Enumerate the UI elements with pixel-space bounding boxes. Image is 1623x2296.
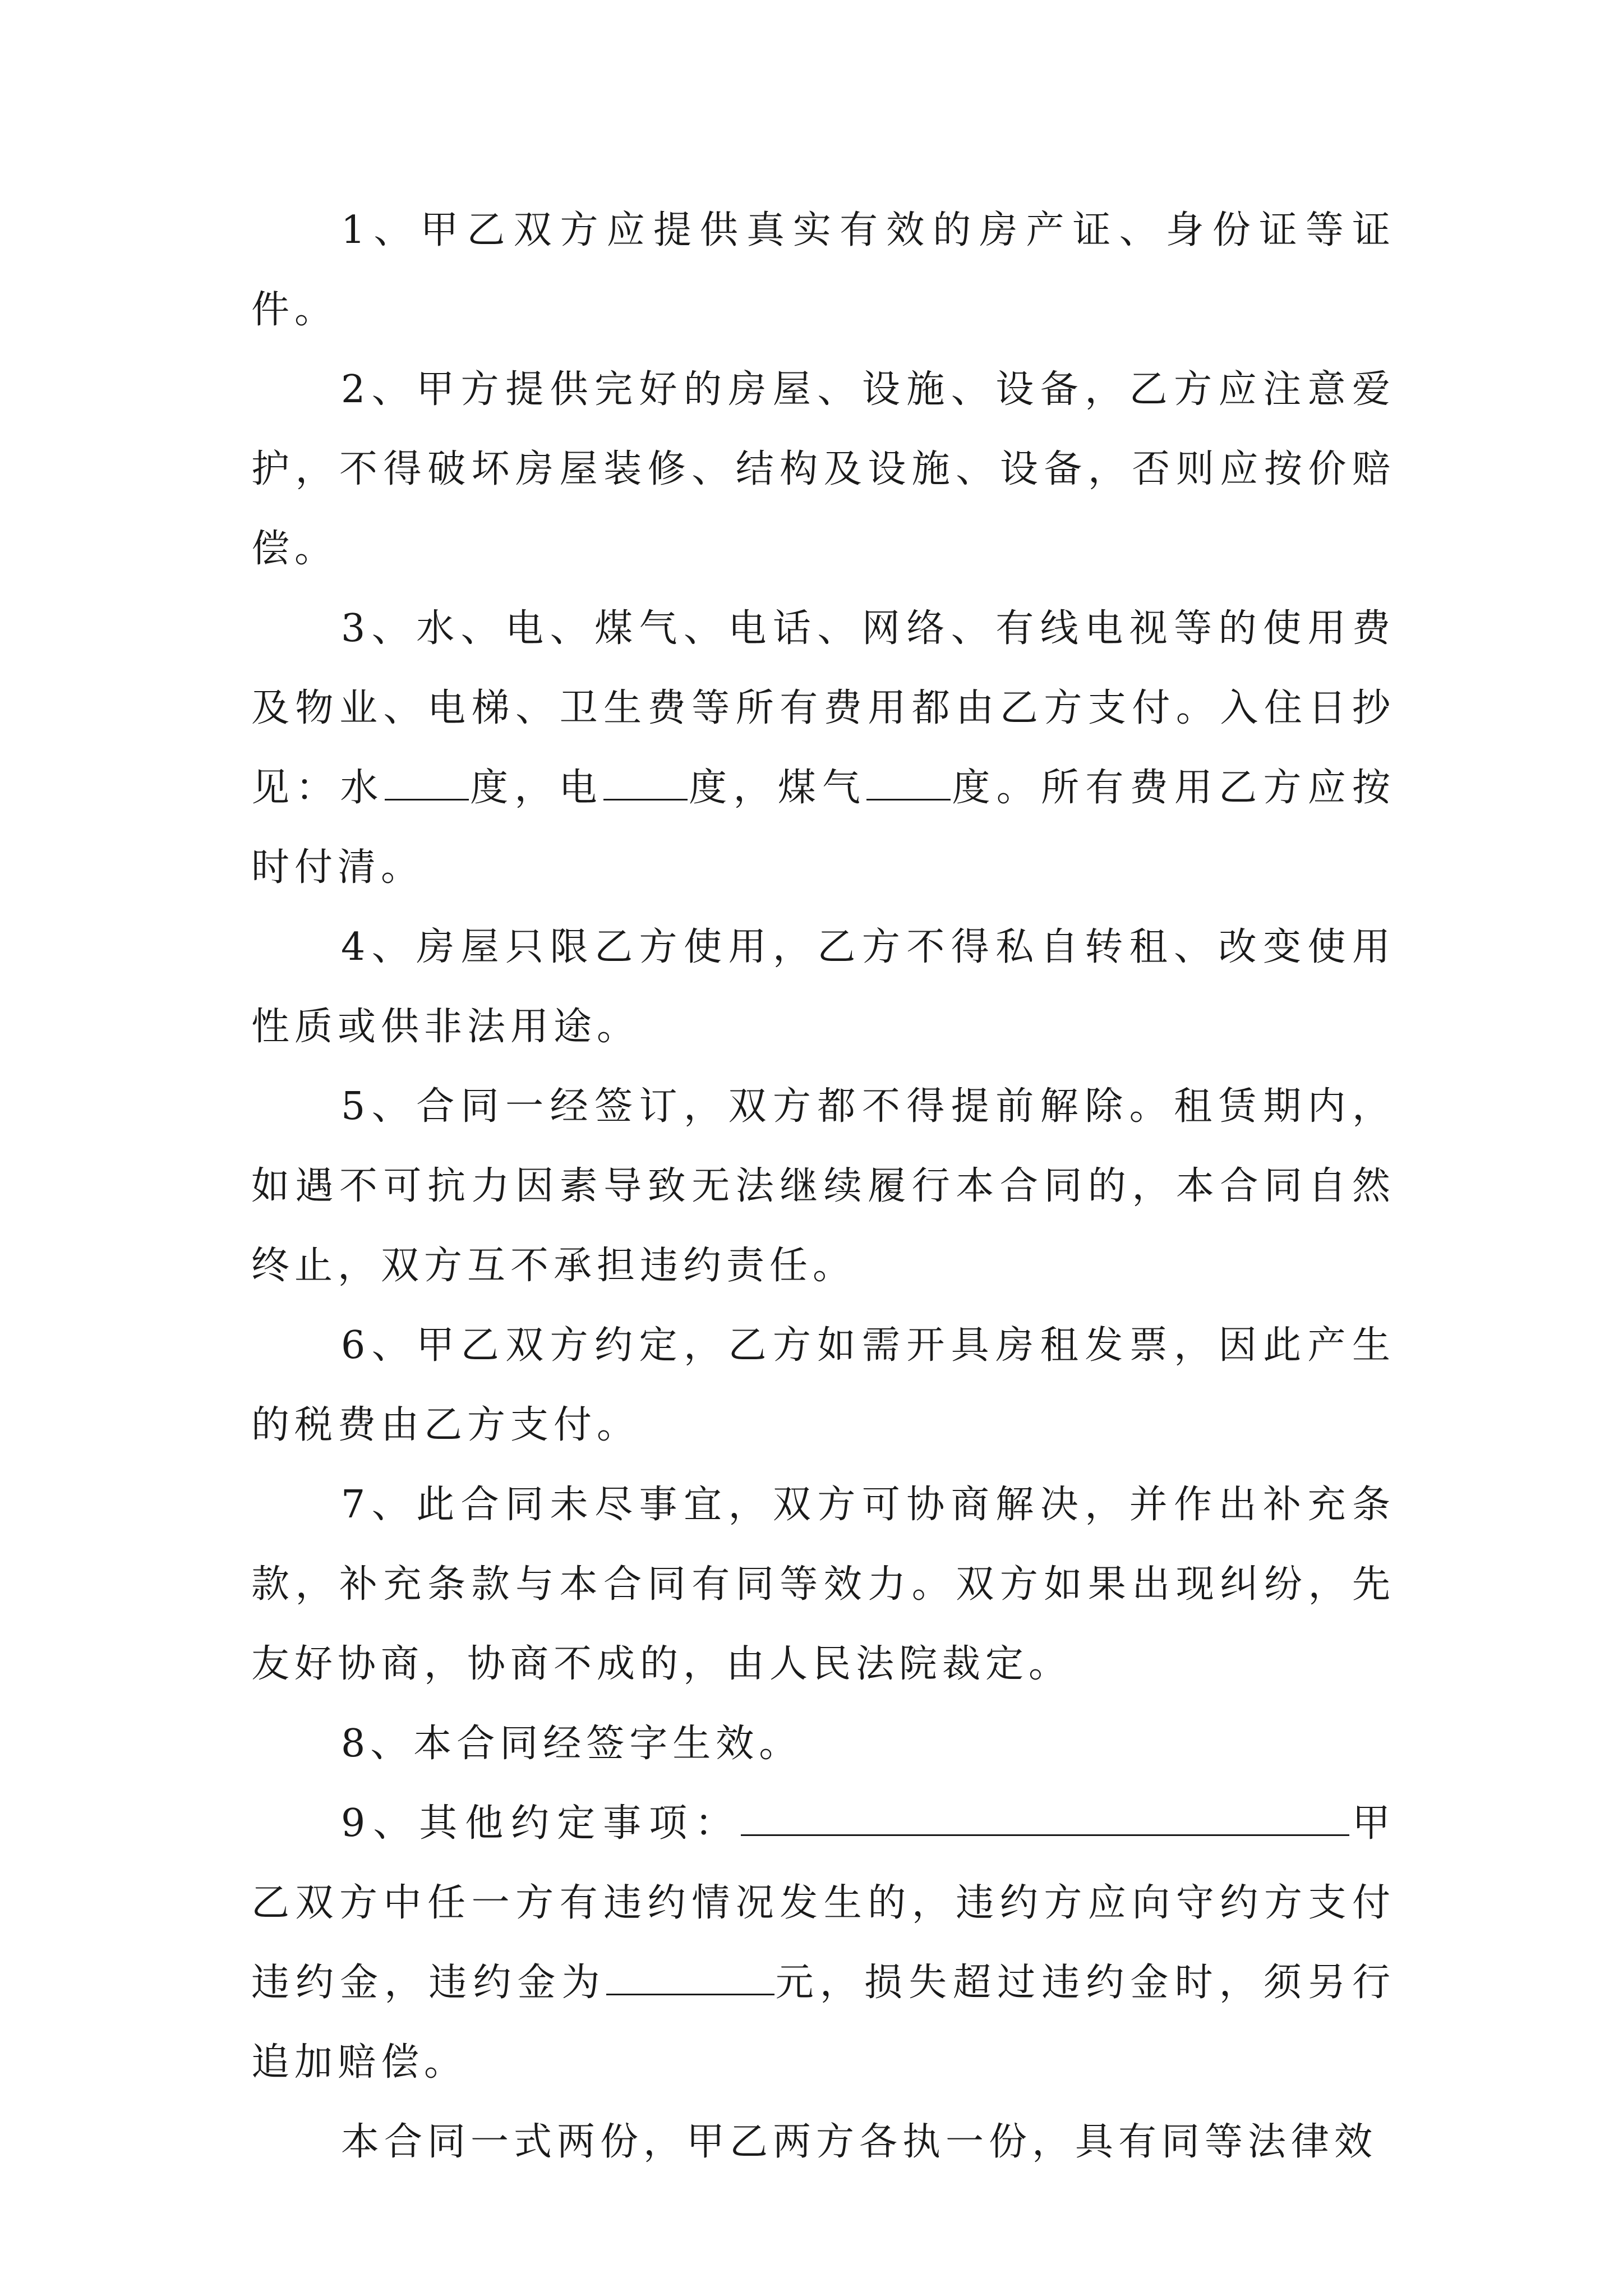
clause-text: 度，煤气	[687, 766, 867, 810]
clause-2	[251, 350, 1395, 589]
clause-1	[251, 191, 1395, 350]
other-terms-blank	[741, 1805, 1349, 1836]
penalty-amount-blank	[606, 1964, 774, 1995]
clause-6	[251, 1306, 1395, 1465]
clause-text: 元，损失超过违约金时，须另行追加赔偿。	[251, 1961, 1395, 2085]
closing-clause	[251, 2102, 1395, 2182]
clause-8	[251, 1704, 1395, 1784]
clause-text: 5、合同一经签订，双方都不得提前解除。租赁期内，如遇不可抗力因素导致无法继续履行本合同的，本合同自然终止，双方互不承担违约责任。	[251, 1084, 1395, 1288]
clause-7	[251, 1465, 1395, 1704]
clause-text: 1、甲乙双方应提供真实有效的房产证、身份证等证件。	[251, 208, 1395, 332]
clause-text: 度，电	[468, 766, 603, 810]
gas-reading-blank	[866, 770, 951, 800]
contract-body	[251, 191, 1395, 2182]
clause-text: 2、甲方提供完好的房屋、设施、设备，乙方应注意爱护，不得破坏房屋装修、结构及设施、设备，否则应按价赔偿。	[251, 367, 1395, 571]
water-reading-blank	[385, 770, 469, 800]
clause-text: 本合同一式两份，甲乙两方各执一份，具有同等法律效	[341, 2120, 1378, 2164]
electricity-reading-blank	[603, 770, 688, 800]
clause-text: 6、甲乙双方约定，乙方如需开具房租发票，因此产生的税费由乙方支付。	[251, 1323, 1395, 1447]
clause-text: 甲乙双方中任一方有违约情况发生的，违约方应向守约方支付违约金，违约金为	[251, 1801, 1395, 2005]
clause-text: 度。所有费用乙方应按时付清。	[251, 766, 1395, 890]
clause-text: 3、水、电、煤气、电话、网络、有线电视等的使用费及物业、电梯、卫生费等所有费用都由乙方支付。入住日抄见：水	[251, 606, 1395, 810]
clause-3	[251, 589, 1395, 908]
clause-text: 8、本合同经签字生效。	[341, 1722, 803, 1766]
clause-text: 9、其他约定事项：	[341, 1801, 741, 1846]
clause-9	[251, 1784, 1395, 2102]
clause-5	[251, 1067, 1395, 1306]
clause-4	[251, 908, 1395, 1067]
clause-text: 7、此合同未尽事宜，双方可协商解决，并作出补充条款，补充条款与本合同有同等效力。双方如果出现纠纷，先友好协商，协商不成的，由人民法院裁定。	[251, 1483, 1395, 1686]
clause-text: 4、房屋只限乙方使用，乙方不得私自转租、改变使用性质或供非法用途。	[251, 925, 1395, 1049]
